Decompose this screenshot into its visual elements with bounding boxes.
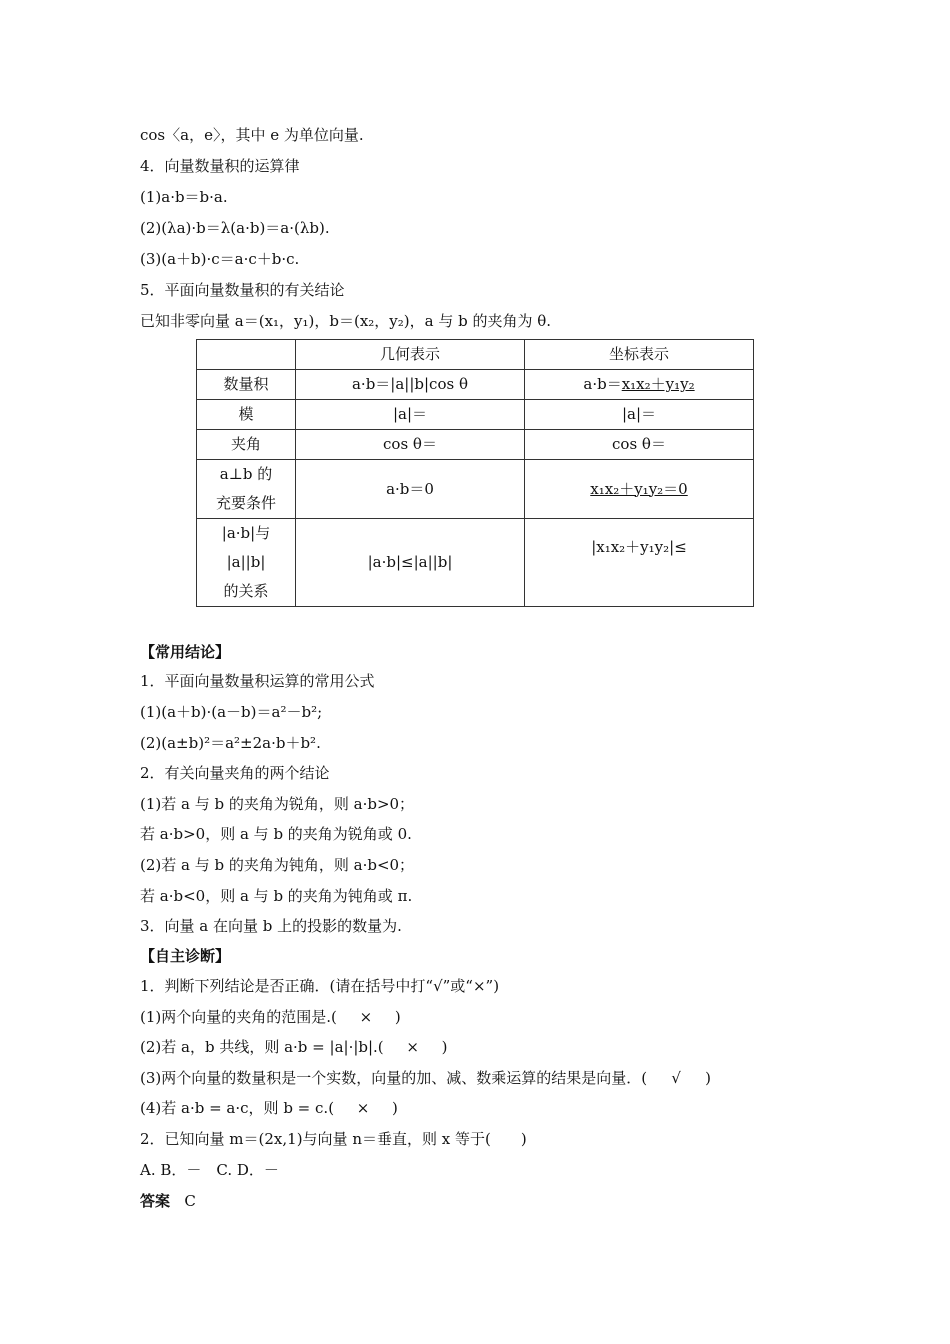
- row-label: 夹角: [197, 430, 296, 460]
- row-label-line: a⊥b 的: [219, 465, 273, 483]
- judgement-item: [140, 1066, 711, 1090]
- close-paren: ): [705, 1069, 711, 1087]
- row-label-line: 充要条件: [215, 494, 276, 512]
- answer-options: A. B．－ C. D．－: [140, 1161, 279, 1179]
- judgement-item: [140, 1035, 448, 1059]
- coordinate-cell: cos θ＝: [525, 430, 754, 460]
- text-line: (2)若 a 与 b 的夹角为钝角，则 a·b<0；: [140, 856, 415, 874]
- table-row: [197, 460, 754, 519]
- geometric-cell: |a·b|≤|a||b|: [296, 519, 525, 607]
- judgement-text: (2)若 a，b 共线，则 a·b = |a|·|b|.(: [140, 1038, 384, 1056]
- close-paren: ): [394, 1008, 401, 1026]
- text-line: (1)若 a 与 b 的夹角为锐角，则 a·b>0；: [140, 795, 415, 813]
- answer-label: 答案: [140, 1192, 171, 1210]
- judgement-text: (1)两个向量的夹角的范围是.(: [140, 1008, 337, 1026]
- judgement-text: (4)若 a·b = a·c，则 b = c.(: [140, 1099, 335, 1117]
- row-label: [197, 519, 296, 607]
- judgement-text: (3)两个向量的数量积是一个实数，向量的加、减、数乘运算的结果是向量．(: [140, 1069, 648, 1087]
- text-line: (1)(a＋b)·(a－b)＝a²－b²;: [140, 703, 323, 721]
- text-line: 若 a·b<0，则 a 与 b 的夹角为钝角或 π.: [140, 887, 413, 905]
- cross-mark: ×: [359, 1008, 373, 1026]
- answer-value: C: [184, 1192, 196, 1210]
- geometric-cell: a·b＝0: [296, 460, 525, 519]
- row-label-line: |a||b|: [226, 553, 266, 571]
- geometric-cell: |a|＝: [296, 400, 525, 430]
- text-line: 3．向量 a 在向量 b 上的投影的数量为.: [140, 917, 402, 935]
- row-label: 模: [197, 400, 296, 430]
- question-1: 1．判断下列结论是否正确．(请在括号中打“√”或“×”): [140, 977, 500, 995]
- common-conclusions-heading: 【常用结论】: [140, 643, 231, 661]
- text-line: 已知非零向量 a＝(x₁，y₁)，b＝(x₂，y₂)，a 与 b 的夹角为 θ.: [140, 312, 552, 330]
- text-line: 1．平面向量数量积运算的常用公式: [140, 672, 375, 690]
- underlined-answer: x₁x₂＋y₁y₂＝0: [590, 479, 688, 498]
- row-label: [197, 460, 296, 519]
- close-paren: ): [441, 1038, 448, 1056]
- table-row: [197, 519, 754, 607]
- text-line: (2)(a±b)²＝a²±2a·b＋b².: [140, 734, 321, 752]
- table-row: [197, 370, 754, 400]
- question-2: 2．已知向量 m＝(2x,1)与向量 n＝垂直，则 x 等于( ): [140, 1130, 527, 1148]
- text-line: 2．有关向量夹角的两个结论: [140, 764, 330, 782]
- row-label-line: 的关系: [223, 582, 269, 600]
- check-mark: √: [671, 1069, 681, 1087]
- table-header-cell: [197, 340, 296, 370]
- text-line: (3)(a＋b)·c＝a·c＋b·c.: [140, 250, 300, 268]
- text-line: 若 a·b>0，则 a 与 b 的夹角为锐角或 0.: [140, 825, 412, 843]
- judgement-item: [140, 1096, 398, 1120]
- coordinate-cell: |x₁x₂＋y₁y₂|≤: [525, 519, 754, 607]
- geometric-cell: a·b＝|a||b|cos θ: [296, 370, 525, 400]
- coordinate-prefix: a·b＝: [583, 375, 622, 393]
- self-diagnosis-heading: 【自主诊断】: [140, 947, 231, 965]
- close-paren: ): [392, 1099, 398, 1117]
- row-label-line: |a·b|与: [221, 524, 271, 542]
- section-4-title: 4．向量数量积的运算律: [140, 157, 300, 175]
- table-header-cell: 坐标表示: [525, 340, 754, 370]
- text-line: (1)a·b＝b·a.: [140, 188, 228, 206]
- answer-line: [140, 1189, 196, 1213]
- judgement-item: [140, 1005, 401, 1029]
- table-header-cell: 几何表示: [296, 340, 525, 370]
- geometric-cell: cos θ＝: [296, 430, 525, 460]
- coordinate-cell: [525, 370, 754, 400]
- conclusion-table: [196, 339, 754, 607]
- underlined-answer: x₁x₂＋y₁y₂: [621, 375, 695, 393]
- section-5-title: 5．平面向量数量积的有关结论: [140, 281, 345, 299]
- coordinate-cell: |a|＝: [525, 400, 754, 430]
- row-label: 数量积: [197, 370, 296, 400]
- table-row: [197, 400, 754, 430]
- coordinate-cell: [525, 460, 754, 519]
- table-row: [197, 430, 754, 460]
- text-line: cos〈a，e〉，其中 e 为单位向量.: [140, 126, 364, 144]
- cross-mark: ×: [356, 1099, 370, 1117]
- cross-mark: ×: [406, 1038, 419, 1056]
- table-header-row: [197, 340, 754, 370]
- text-line: (2)(λa)·b＝λ(a·b)＝a·(λb).: [140, 219, 330, 237]
